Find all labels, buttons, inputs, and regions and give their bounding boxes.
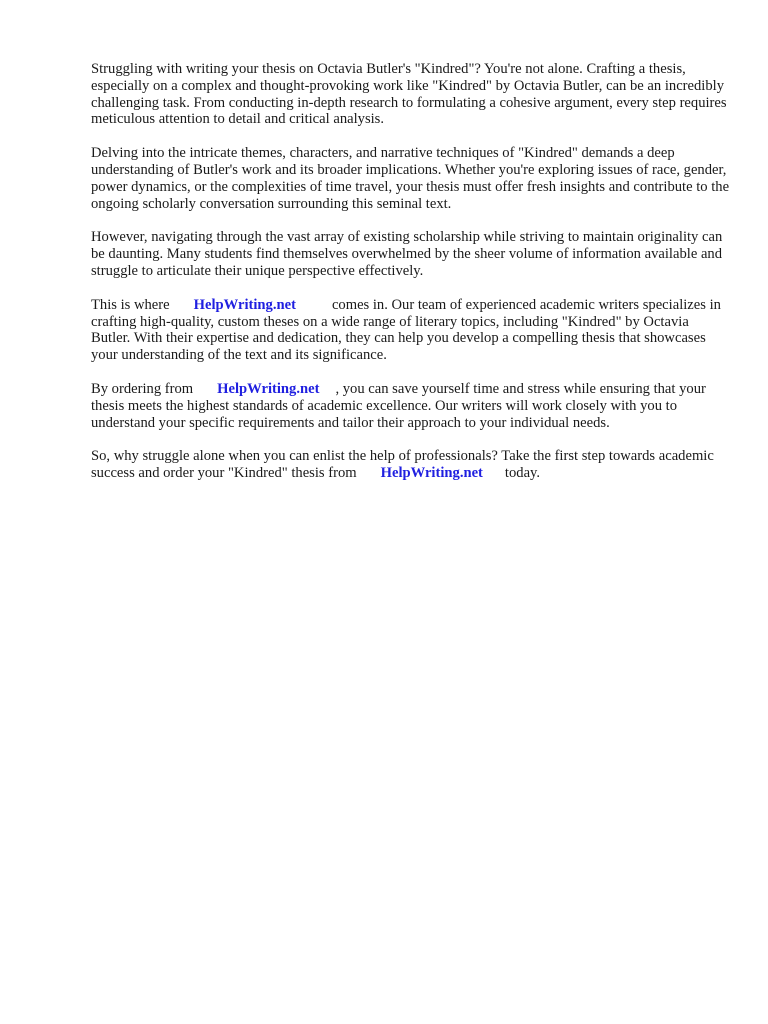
paragraph-themes: Delving into the intricate themes, characters, and narrative techniques of "Kindred" demands a deep understanding of Butler's work and its broader implications. Whether you're exploring issues of race, gender, power dynamics, or the complexities of time travel, your thesis must offer fresh insights and contribute to the ongoing scholarly conversation surrounding this seminal text. <box>91 145 730 212</box>
paragraph-closing <box>91 448 731 482</box>
paragraph-ordering-lead: By ordering from <box>91 380 194 397</box>
paragraph-intro: Struggling with writing your thesis on Octavia Butler's "Kindred"? You're not alone. Crafting a thesis, especially on a complex and thought-provoking work like "Kindred" by Octavia Butler, can be an incredibly challenging task. From conducting in-depth research to formulating a cohesive argument, every step requires meticulous attention to detail and critical analysis. <box>91 61 727 128</box>
paragraph-scholarship: However, navigating through the vast array of existing scholarship while striving to maintain originality can be daunting. Many students find themselves overwhelmed by the sheer volume of information available and struggle to articulate their unique perspective effectively. <box>91 229 723 279</box>
paragraph-ordering <box>91 381 731 431</box>
helpwriting-link-1[interactable]: HelpWriting.net <box>193 296 296 313</box>
paragraph-service-rest: comes in. Our team of experienced academic writers specializes in crafting high-quality, custom theses on a wide range of literary topics, including "Kindred" by Octavia Butler. With their expertise and dedication, they can help you develop a compelling thesis that showcases your understanding of the text and its significance. <box>91 296 721 364</box>
paragraph-service-lead: This is where <box>91 296 170 313</box>
document-body <box>91 61 731 499</box>
paragraph-closing-lead: So, why struggle alone when you can enlist the help of professionals? Take the first step towards academic success and order your "Kindred" thesis from <box>91 448 714 482</box>
paragraph-ordering-rest: , you can save yourself time and stress while ensuring that your thesis meets the highest standards of academic excellence. Our writers will work closely with you to understand your specific requirements and tailor their approach to your individual needs. <box>91 380 706 431</box>
helpwriting-link-3[interactable]: HelpWriting.net <box>380 465 483 482</box>
paragraph-closing-rest: today. <box>504 465 541 482</box>
helpwriting-link-2[interactable]: HelpWriting.net <box>217 380 320 397</box>
paragraph-service <box>91 297 731 364</box>
